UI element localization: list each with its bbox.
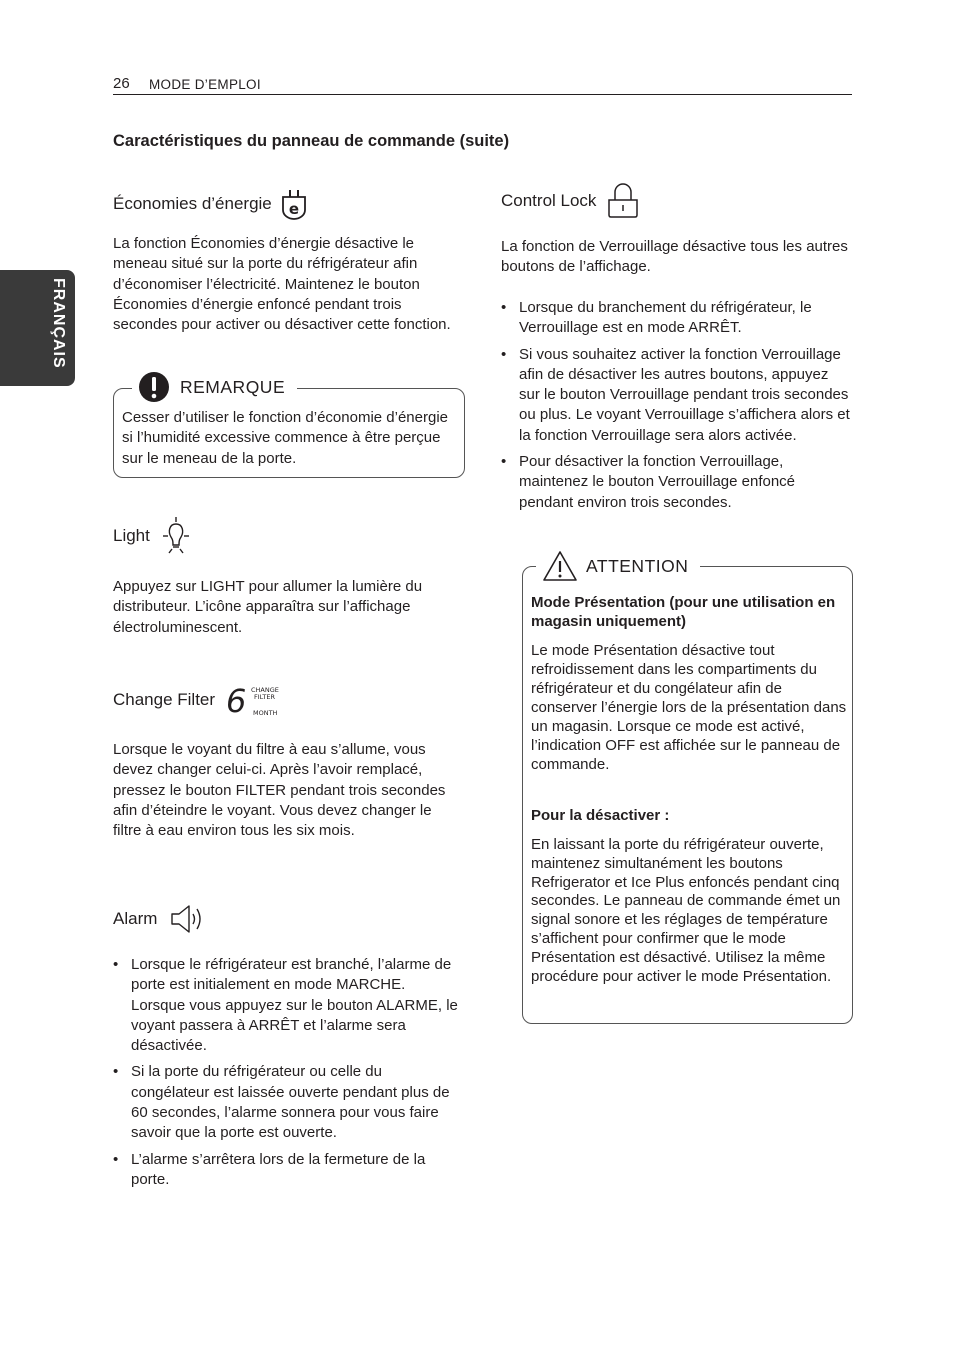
remarque-text: Cesser d’utiliser le fonction d’économie d’énergie si l’humidité excessive commence à être perçue sur le meneau de la porte.	[122, 409, 449, 467]
light-body: Appuyez sur LIGHT pour allumer la lumière du distributeur. L’icône apparaîtra sur l’affichage électroluminescent.	[113, 578, 423, 636]
lock-bullet: • Pour désactiver la fonction Verrouillage, maintenez le bouton Verrouillage enfoncé pendant environ trois secondes.	[501, 452, 851, 513]
alarm-title: Alarm	[113, 909, 158, 928]
filter-heading	[113, 682, 287, 718]
attention-subhead-2: Pour la désactiver :	[531, 807, 670, 824]
lock-body: La fonction de Verrouillage désactive tous les autres boutons de l’affichage.	[501, 238, 848, 276]
filter-icon-text-3: MONTH	[253, 709, 278, 717]
alarm-bullets	[113, 955, 463, 1196]
attention-text-1: Le mode Présentation désactive tout refroidissement dans les compartiments du réfrigérateur et du congélateur afin de conserver l’énergie lors de la présentation dans un magasin. Lorsque ce mode est activé, l’indication OFF est affichée sur le panneau de commande.	[531, 642, 847, 773]
alarm-bullet: • L’alarme s’arrêtera lors de la fermeture de la porte.	[113, 1150, 463, 1191]
alarm-bullet: • Lorsque le réfrigérateur est branché, l’alarme de porte est initialement en mode MARCHE. Lorsque vous appuyez sur le bouton ALARME, le voyant passera à ARRÊT et l’alarme sera désactivée.	[113, 955, 463, 1056]
section-title: Caractéristiques du panneau de commande (suite)	[113, 132, 510, 150]
lock-bullets	[501, 298, 851, 519]
filter-icon	[223, 682, 287, 718]
speaker-icon	[169, 902, 209, 936]
filter-icon-text-1: CHANGE	[251, 686, 279, 694]
energy-title: Économies d’énergie	[113, 194, 272, 213]
lock-bullet: • Lorsque du branchement du réfrigérateur, le Verrouillage est en mode ARRÊT.	[501, 298, 851, 339]
filter-body: Lorsque le voyant du filtre à eau s’allume, vous devez changer celui-ci. Après l’avoir remplacé, pressez le bouton FILTER pendant trois secondes afin d’éteindre le voyant. Vous devez changer le filtre à eau environ tous les six mois.	[113, 741, 446, 840]
lock-heading	[501, 183, 640, 219]
alarm-bullet: • Si la porte du réfrigérateur ou celle du congélateur est laissée ouverte pendant plus de 60 secondes, l’alarme sonnera pour vous faire savoir que la porte est ouverte.	[113, 1062, 463, 1143]
light-title: Light	[113, 526, 150, 545]
filter-icon-text-2: FILTER	[254, 693, 276, 701]
filter-title: Change Filter	[113, 690, 216, 709]
svg-text:e: e	[288, 200, 299, 218]
energy-saving-icon	[280, 188, 308, 220]
alarm-heading	[113, 902, 209, 936]
header-rule	[113, 94, 852, 95]
language-tab	[0, 270, 75, 386]
energy-body: La fonction Économies d’énergie désactive le meneau situé sur la porte du réfrigérateur afin d’économiser l’électricité. Maintenez le bouton Économies d’énergie enfoncé pendant trois secondes pour activer ou désactiver cette fonction.	[113, 235, 451, 334]
warning-triangle-icon	[542, 550, 578, 582]
attention-text-2: En laissant la porte du réfrigérateur ouverte, maintenez simultanément les boutons Refrigerator et Ice Plus enfoncés pendant cinq secondes. Le panneau de commande émet un signal sonore et les réglages de température s’affichent pour confirmer que le mode Présentation est désactivé. Utilisez la même procédure pour activer le mode Présentation.	[531, 836, 841, 985]
filter-icon-digit: 6	[226, 682, 247, 718]
language-tab-label: FRANÇAIS	[50, 278, 67, 369]
lightbulb-icon	[158, 516, 196, 556]
light-heading	[113, 516, 196, 556]
remarque-label: REMARQUE	[180, 376, 286, 397]
remarque-label-wrap	[132, 371, 297, 403]
attention-label: ATTENTION	[586, 555, 689, 576]
lock-title: Control Lock	[501, 191, 597, 210]
lock-bullet: • Si vous souhaitez activer la fonction Verrouillage afin de désactiver les autres boutons, appuyez sur le bouton Verrouillage pendant trois secondes ou plus. Le voyant Verrouillage s’affichera alors et la fonction Verrouillage sera alors activée.	[501, 345, 851, 446]
exclamation-icon	[138, 371, 170, 403]
attention-subhead-1: Mode Présentation (pour une utilisation en magasin uniquement)	[531, 594, 836, 630]
header-title: MODE D’EMPLOI	[149, 77, 261, 92]
lock-icon	[606, 183, 640, 219]
attention-label-wrap	[536, 550, 700, 582]
energy-heading	[113, 188, 308, 220]
page-number: 26	[113, 75, 130, 92]
